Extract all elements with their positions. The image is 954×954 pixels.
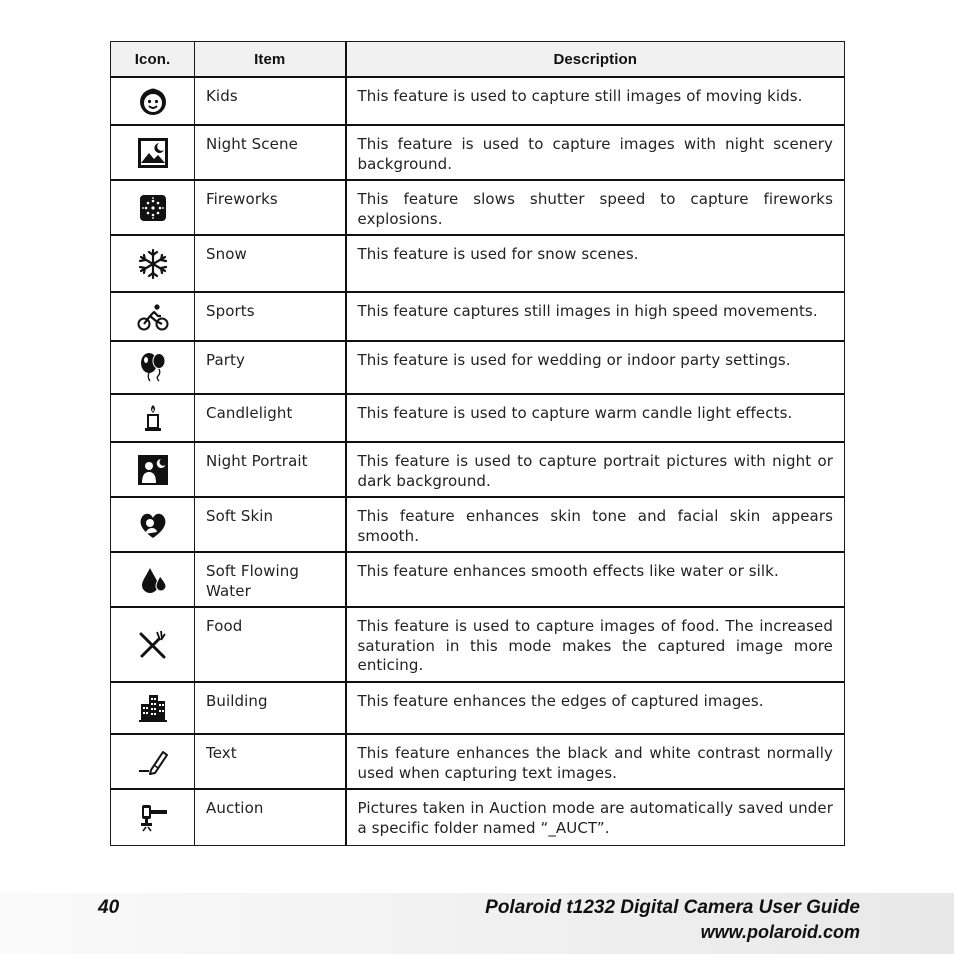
candle-icon [111, 394, 195, 442]
table-row [111, 125, 845, 180]
item-label: Soft Flowing Water [195, 552, 346, 607]
item-label: Text [195, 734, 346, 789]
item-label: Food [195, 607, 346, 682]
table-row [111, 235, 845, 292]
table-row [111, 734, 845, 789]
table-header-row [111, 42, 845, 78]
item-label: Sports [195, 292, 346, 341]
item-label: Snow [195, 235, 346, 292]
kids-face-icon [111, 77, 195, 125]
table-row [111, 394, 845, 442]
table-row [111, 77, 845, 125]
item-description: This feature slows shutter speed to capture fireworks explosions. [346, 180, 845, 235]
night-portrait-icon [111, 442, 195, 497]
item-description: This feature enhances the black and white contrast normally used when capturing text images. [346, 734, 845, 789]
header-item: Item [195, 42, 346, 78]
website-link[interactable]: www.polaroid.com [700, 922, 860, 942]
item-description: This feature is used to capture portrait pictures with night or dark background. [346, 442, 845, 497]
table-row [111, 607, 845, 682]
table-row [111, 789, 845, 845]
table-row [111, 292, 845, 341]
item-label: Building [195, 682, 346, 734]
table-row [111, 497, 845, 552]
item-label: Kids [195, 77, 346, 125]
scene-mode-table [110, 41, 845, 846]
item-label: Night Portrait [195, 442, 346, 497]
item-description: This feature enhances the edges of captured images. [346, 682, 845, 734]
header-description: Description [346, 42, 845, 78]
item-label: Candlelight [195, 394, 346, 442]
item-label: Party [195, 341, 346, 394]
balloons-icon [111, 341, 195, 394]
pen-text-icon [111, 734, 195, 789]
item-description: This feature is used to capture still images of moving kids. [346, 77, 845, 125]
soft-skin-icon [111, 497, 195, 552]
table-row [111, 442, 845, 497]
night-scene-icon [111, 125, 195, 180]
page-number: 40 [98, 897, 120, 918]
header-icon: Icon. [111, 42, 195, 78]
table-row [111, 682, 845, 734]
item-description: This feature is used to capture images with night scenery background. [346, 125, 845, 180]
building-icon [111, 682, 195, 734]
item-description: Pictures taken in Auction mode are automatically saved under a specific folder named “_AUCT”. [346, 789, 845, 845]
table-row [111, 341, 845, 394]
item-description: This feature is used for snow scenes. [346, 235, 845, 292]
item-description: This feature is used to capture warm candle light effects. [346, 394, 845, 442]
item-label: Auction [195, 789, 346, 845]
item-description: This feature is used to capture images of food. The increased saturation in this mode makes the captured image more enticing. [346, 607, 845, 682]
table-row [111, 552, 845, 607]
item-label: Night Scene [195, 125, 346, 180]
water-drops-icon [111, 552, 195, 607]
item-label: Fireworks [195, 180, 346, 235]
gavel-icon [111, 789, 195, 845]
guide-title: Polaroid t1232 Digital Camera User Guide [485, 897, 860, 918]
fork-knife-icon [111, 607, 195, 682]
item-description: This feature captures still images in high speed movements. [346, 292, 845, 341]
item-label: Soft Skin [195, 497, 346, 552]
snowflake-icon [111, 235, 195, 292]
item-description: This feature is used for wedding or indoor party settings. [346, 341, 845, 394]
item-description: This feature enhances skin tone and facial skin appears smooth. [346, 497, 845, 552]
fireworks-icon [111, 180, 195, 235]
cyclist-icon [111, 292, 195, 341]
table-row [111, 180, 845, 235]
item-description: This feature enhances smooth effects like water or silk. [346, 552, 845, 607]
